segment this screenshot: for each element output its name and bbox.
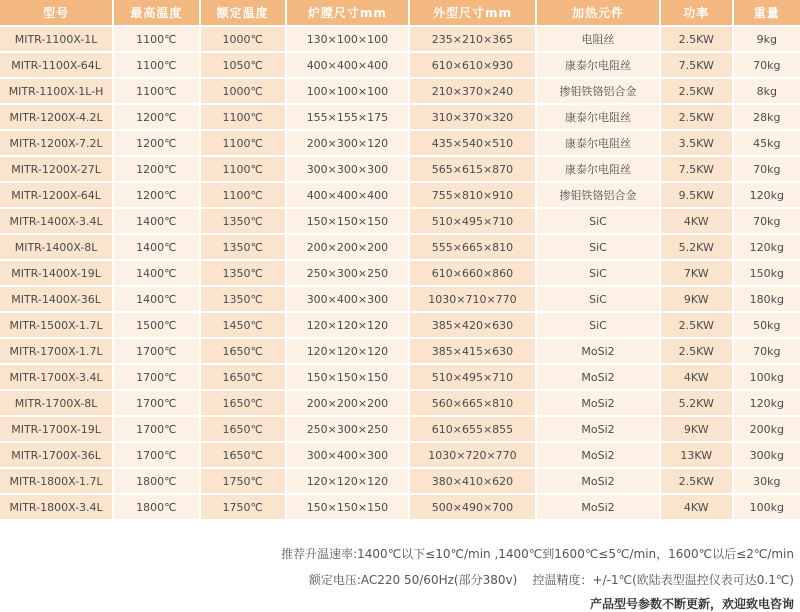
table-cell: 7.5KW <box>661 157 731 181</box>
table-cell: 2.5KW <box>661 105 731 129</box>
table-row <box>0 391 800 415</box>
table-row <box>0 53 800 77</box>
table-cell: 210×370×240 <box>410 79 535 103</box>
table-row <box>0 313 800 337</box>
table-cell: 150kg <box>734 261 800 285</box>
table-cell: 康泰尔电阻丝 <box>537 53 659 77</box>
table-header-row <box>0 0 800 25</box>
table-cell: MoSi2 <box>537 469 659 493</box>
table-cell: MITR-1400X-3.4L <box>0 209 112 233</box>
table-cell: 1000℃ <box>201 27 285 51</box>
column-header: 最高温度 <box>114 0 198 25</box>
table-cell: 385×415×630 <box>410 339 535 363</box>
table-cell: MITR-1700X-8L <box>0 391 112 415</box>
table-cell: 385×420×630 <box>410 313 535 337</box>
table-cell: 70kg <box>734 339 800 363</box>
table-cell: 1100℃ <box>201 105 285 129</box>
table-cell: 1650℃ <box>201 391 285 415</box>
table-cell: 1700℃ <box>114 339 198 363</box>
table-cell: MoSi2 <box>537 339 659 363</box>
table-cell: MoSi2 <box>537 365 659 389</box>
table-cell: 1030×720×770 <box>410 443 535 467</box>
table-cell: 1350℃ <box>201 209 285 233</box>
voltage-accuracy-note: 额定电压:AC220 50/60Hz(部分380v) 控温精度：+/-1℃(欧陆表型温控仪表可达0.1℃) <box>308 573 794 587</box>
table-row <box>0 131 800 155</box>
table-cell: 380×410×620 <box>410 469 535 493</box>
table-body <box>0 27 800 519</box>
table-cell: 1050℃ <box>201 53 285 77</box>
table-cell: 400×400×400 <box>287 53 408 77</box>
table-cell: MITR-1100X-1L <box>0 27 112 51</box>
table-cell: 1650℃ <box>201 365 285 389</box>
table-cell: 9kg <box>734 27 800 51</box>
table-cell: 250×300×250 <box>287 261 408 285</box>
table-cell: 2.5KW <box>661 313 731 337</box>
table-cell: 9KW <box>661 417 731 441</box>
table-cell: 3.5KW <box>661 131 731 155</box>
table-cell: 7KW <box>661 261 731 285</box>
column-header: 型号 <box>0 0 112 25</box>
table-cell: 120×120×120 <box>287 339 408 363</box>
table-cell: 150×150×150 <box>287 365 408 389</box>
table-cell: 1450℃ <box>201 313 285 337</box>
column-header: 重量 <box>734 0 800 25</box>
table-cell: 1650℃ <box>201 417 285 441</box>
table-cell: SiC <box>537 209 659 233</box>
table-cell: 1000℃ <box>201 79 285 103</box>
table-cell: 掺钼铁铬铝合金 <box>537 79 659 103</box>
table-cell: MITR-1800X-1.7L <box>0 469 112 493</box>
table-cell: 45kg <box>734 131 800 155</box>
table-row <box>0 261 800 285</box>
table-cell: SiC <box>537 313 659 337</box>
table-row <box>0 469 800 493</box>
table-cell: 755×810×910 <box>410 183 535 207</box>
table-cell: 310×370×320 <box>410 105 535 129</box>
table-cell: 510×495×710 <box>410 365 535 389</box>
column-header: 炉膛尺寸mm <box>287 0 408 25</box>
heating-rate-note: 推荐升温速率:1400℃以下≤10℃/min ,1400℃到1600℃≤5℃/min，1600℃以后≤2℃/min <box>281 547 794 561</box>
column-header: 加热元件 <box>537 0 659 25</box>
table-cell: 300×400×300 <box>287 443 408 467</box>
table-cell: 1500℃ <box>114 313 198 337</box>
table-cell: 555×665×810 <box>410 235 535 259</box>
table-cell: MITR-1200X-27L <box>0 157 112 181</box>
table-cell: 610×660×860 <box>410 261 535 285</box>
table-cell: MoSi2 <box>537 443 659 467</box>
table-cell: 100kg <box>734 365 800 389</box>
table-cell: SiC <box>537 235 659 259</box>
table-cell: 康泰尔电阻丝 <box>537 105 659 129</box>
table-cell: 8kg <box>734 79 800 103</box>
table-cell: 1700℃ <box>114 391 198 415</box>
table-cell: 1030×710×770 <box>410 287 535 311</box>
table-cell: 200kg <box>734 417 800 441</box>
table-cell: 1100℃ <box>114 53 198 77</box>
table-row <box>0 495 800 519</box>
table-cell: 1100℃ <box>114 27 198 51</box>
table-cell: 30kg <box>734 469 800 493</box>
table-cell: 200×300×120 <box>287 131 408 155</box>
table-cell: 435×540×510 <box>410 131 535 155</box>
table-row <box>0 339 800 363</box>
table-cell: 565×615×870 <box>410 157 535 181</box>
table-cell: MITR-1400X-19L <box>0 261 112 285</box>
table-cell: 5.2KW <box>661 391 731 415</box>
table-cell: 235×210×365 <box>410 27 535 51</box>
table-cell: 120×120×120 <box>287 469 408 493</box>
table-cell: 4KW <box>661 495 731 519</box>
table-cell: 100×100×100 <box>287 79 408 103</box>
table-cell: MoSi2 <box>537 391 659 415</box>
table-cell: MITR-1400X-8L <box>0 235 112 259</box>
table-cell: 2.5KW <box>661 469 731 493</box>
column-header: 额定温度 <box>201 0 285 25</box>
table-row <box>0 365 800 389</box>
table-cell: 9.5KW <box>661 183 731 207</box>
table-cell: MITR-1500X-1.7L <box>0 313 112 337</box>
table-cell: 4KW <box>661 209 731 233</box>
table-cell: 1100℃ <box>201 183 285 207</box>
table-row <box>0 183 800 207</box>
table-cell: 1200℃ <box>114 131 198 155</box>
table-cell: MITR-1200X-64L <box>0 183 112 207</box>
table-cell: 1650℃ <box>201 339 285 363</box>
table-cell: 120kg <box>734 235 800 259</box>
table-cell: MITR-1700X-36L <box>0 443 112 467</box>
table-cell: 250×300×250 <box>287 417 408 441</box>
table-cell: 1700℃ <box>114 417 198 441</box>
table-cell: 1200℃ <box>114 105 198 129</box>
table-cell: 2.5KW <box>661 79 731 103</box>
table-cell: 7.5KW <box>661 53 731 77</box>
table-cell: 1400℃ <box>114 287 198 311</box>
table-row <box>0 443 800 467</box>
table-cell: 1100℃ <box>114 79 198 103</box>
table-cell: 200×200×200 <box>287 235 408 259</box>
table-cell: MoSi2 <box>537 417 659 441</box>
table-cell: 电阻丝 <box>537 27 659 51</box>
table-cell: 50kg <box>734 313 800 337</box>
table-cell: 180kg <box>734 287 800 311</box>
table-cell: 1700℃ <box>114 443 198 467</box>
table-cell: 200×200×200 <box>287 391 408 415</box>
table-cell: MITR-1800X-3.4L <box>0 495 112 519</box>
table-cell: 300kg <box>734 443 800 467</box>
table-row <box>0 417 800 441</box>
table-cell: SiC <box>537 261 659 285</box>
table-cell: 1400℃ <box>114 235 198 259</box>
table-cell: 1400℃ <box>114 261 198 285</box>
table-cell: 5.2KW <box>661 235 731 259</box>
table-row <box>0 157 800 181</box>
table-row <box>0 105 800 129</box>
table-row <box>0 235 800 259</box>
table-cell: SiC <box>537 287 659 311</box>
table-cell: 2.5KW <box>661 339 731 363</box>
table-row <box>0 209 800 233</box>
table-cell: 28kg <box>734 105 800 129</box>
table-cell: 掺钼铁铬铝合金 <box>537 183 659 207</box>
table-cell: 4KW <box>661 365 731 389</box>
table-cell: 130×100×100 <box>287 27 408 51</box>
table-cell: 2.5KW <box>661 27 731 51</box>
table-cell: 70kg <box>734 157 800 181</box>
table-cell: 150×150×150 <box>287 495 408 519</box>
table-cell: 120kg <box>734 391 800 415</box>
table-cell: 300×400×300 <box>287 287 408 311</box>
table-cell: 500×490×700 <box>410 495 535 519</box>
table-cell: 510×495×710 <box>410 209 535 233</box>
table-row <box>0 27 800 51</box>
table-cell: 150×150×150 <box>287 209 408 233</box>
table-cell: 560×665×810 <box>410 391 535 415</box>
table-cell: 100kg <box>734 495 800 519</box>
table-cell: 9KW <box>661 287 731 311</box>
table-cell: 1350℃ <box>201 235 285 259</box>
table-cell: 康泰尔电阻丝 <box>537 157 659 181</box>
table-cell: 1400℃ <box>114 209 198 233</box>
table-cell: 1750℃ <box>201 469 285 493</box>
table-cell: 1800℃ <box>114 469 198 493</box>
table-cell: 1350℃ <box>201 261 285 285</box>
table-cell: MITR-1700X-3.4L <box>0 365 112 389</box>
table-cell: 400×400×400 <box>287 183 408 207</box>
table-cell: 康泰尔电阻丝 <box>537 131 659 155</box>
table-cell: MITR-1700X-1.7L <box>0 339 112 363</box>
table-cell: 155×155×175 <box>287 105 408 129</box>
table-cell: 1350℃ <box>201 287 285 311</box>
table-cell: 120×120×120 <box>287 313 408 337</box>
table-cell: 1200℃ <box>114 157 198 181</box>
table-cell: MITR-1200X-4.2L <box>0 105 112 129</box>
table-cell: MoSi2 <box>537 495 659 519</box>
table-cell: MITR-1100X-1L-H <box>0 79 112 103</box>
table-cell: 70kg <box>734 209 800 233</box>
table-cell: 610×655×855 <box>410 417 535 441</box>
table-cell: MITR-1400X-36L <box>0 287 112 311</box>
column-header: 功率 <box>661 0 731 25</box>
table-cell: 1100℃ <box>201 131 285 155</box>
table-cell: 13KW <box>661 443 731 467</box>
table-cell: 70kg <box>734 53 800 77</box>
table-cell: 1750℃ <box>201 495 285 519</box>
footer-note: 产品型号参数不断更新，欢迎致电咨询 <box>589 597 794 611</box>
table-row <box>0 79 800 103</box>
table-cell: 1800℃ <box>114 495 198 519</box>
table-cell: MITR-1100X-64L <box>0 53 112 77</box>
table-row <box>0 287 800 311</box>
table-cell: MITR-1200X-7.2L <box>0 131 112 155</box>
table-cell: 610×610×930 <box>410 53 535 77</box>
table-cell: 1100℃ <box>201 157 285 181</box>
table-cell: 120kg <box>734 183 800 207</box>
table-cell: 300×300×300 <box>287 157 408 181</box>
table-cell: 1700℃ <box>114 365 198 389</box>
column-header: 外型尺寸mm <box>410 0 535 25</box>
table-cell: 1650℃ <box>201 443 285 467</box>
table-cell: MITR-1700X-19L <box>0 417 112 441</box>
table-cell: 1200℃ <box>114 183 198 207</box>
